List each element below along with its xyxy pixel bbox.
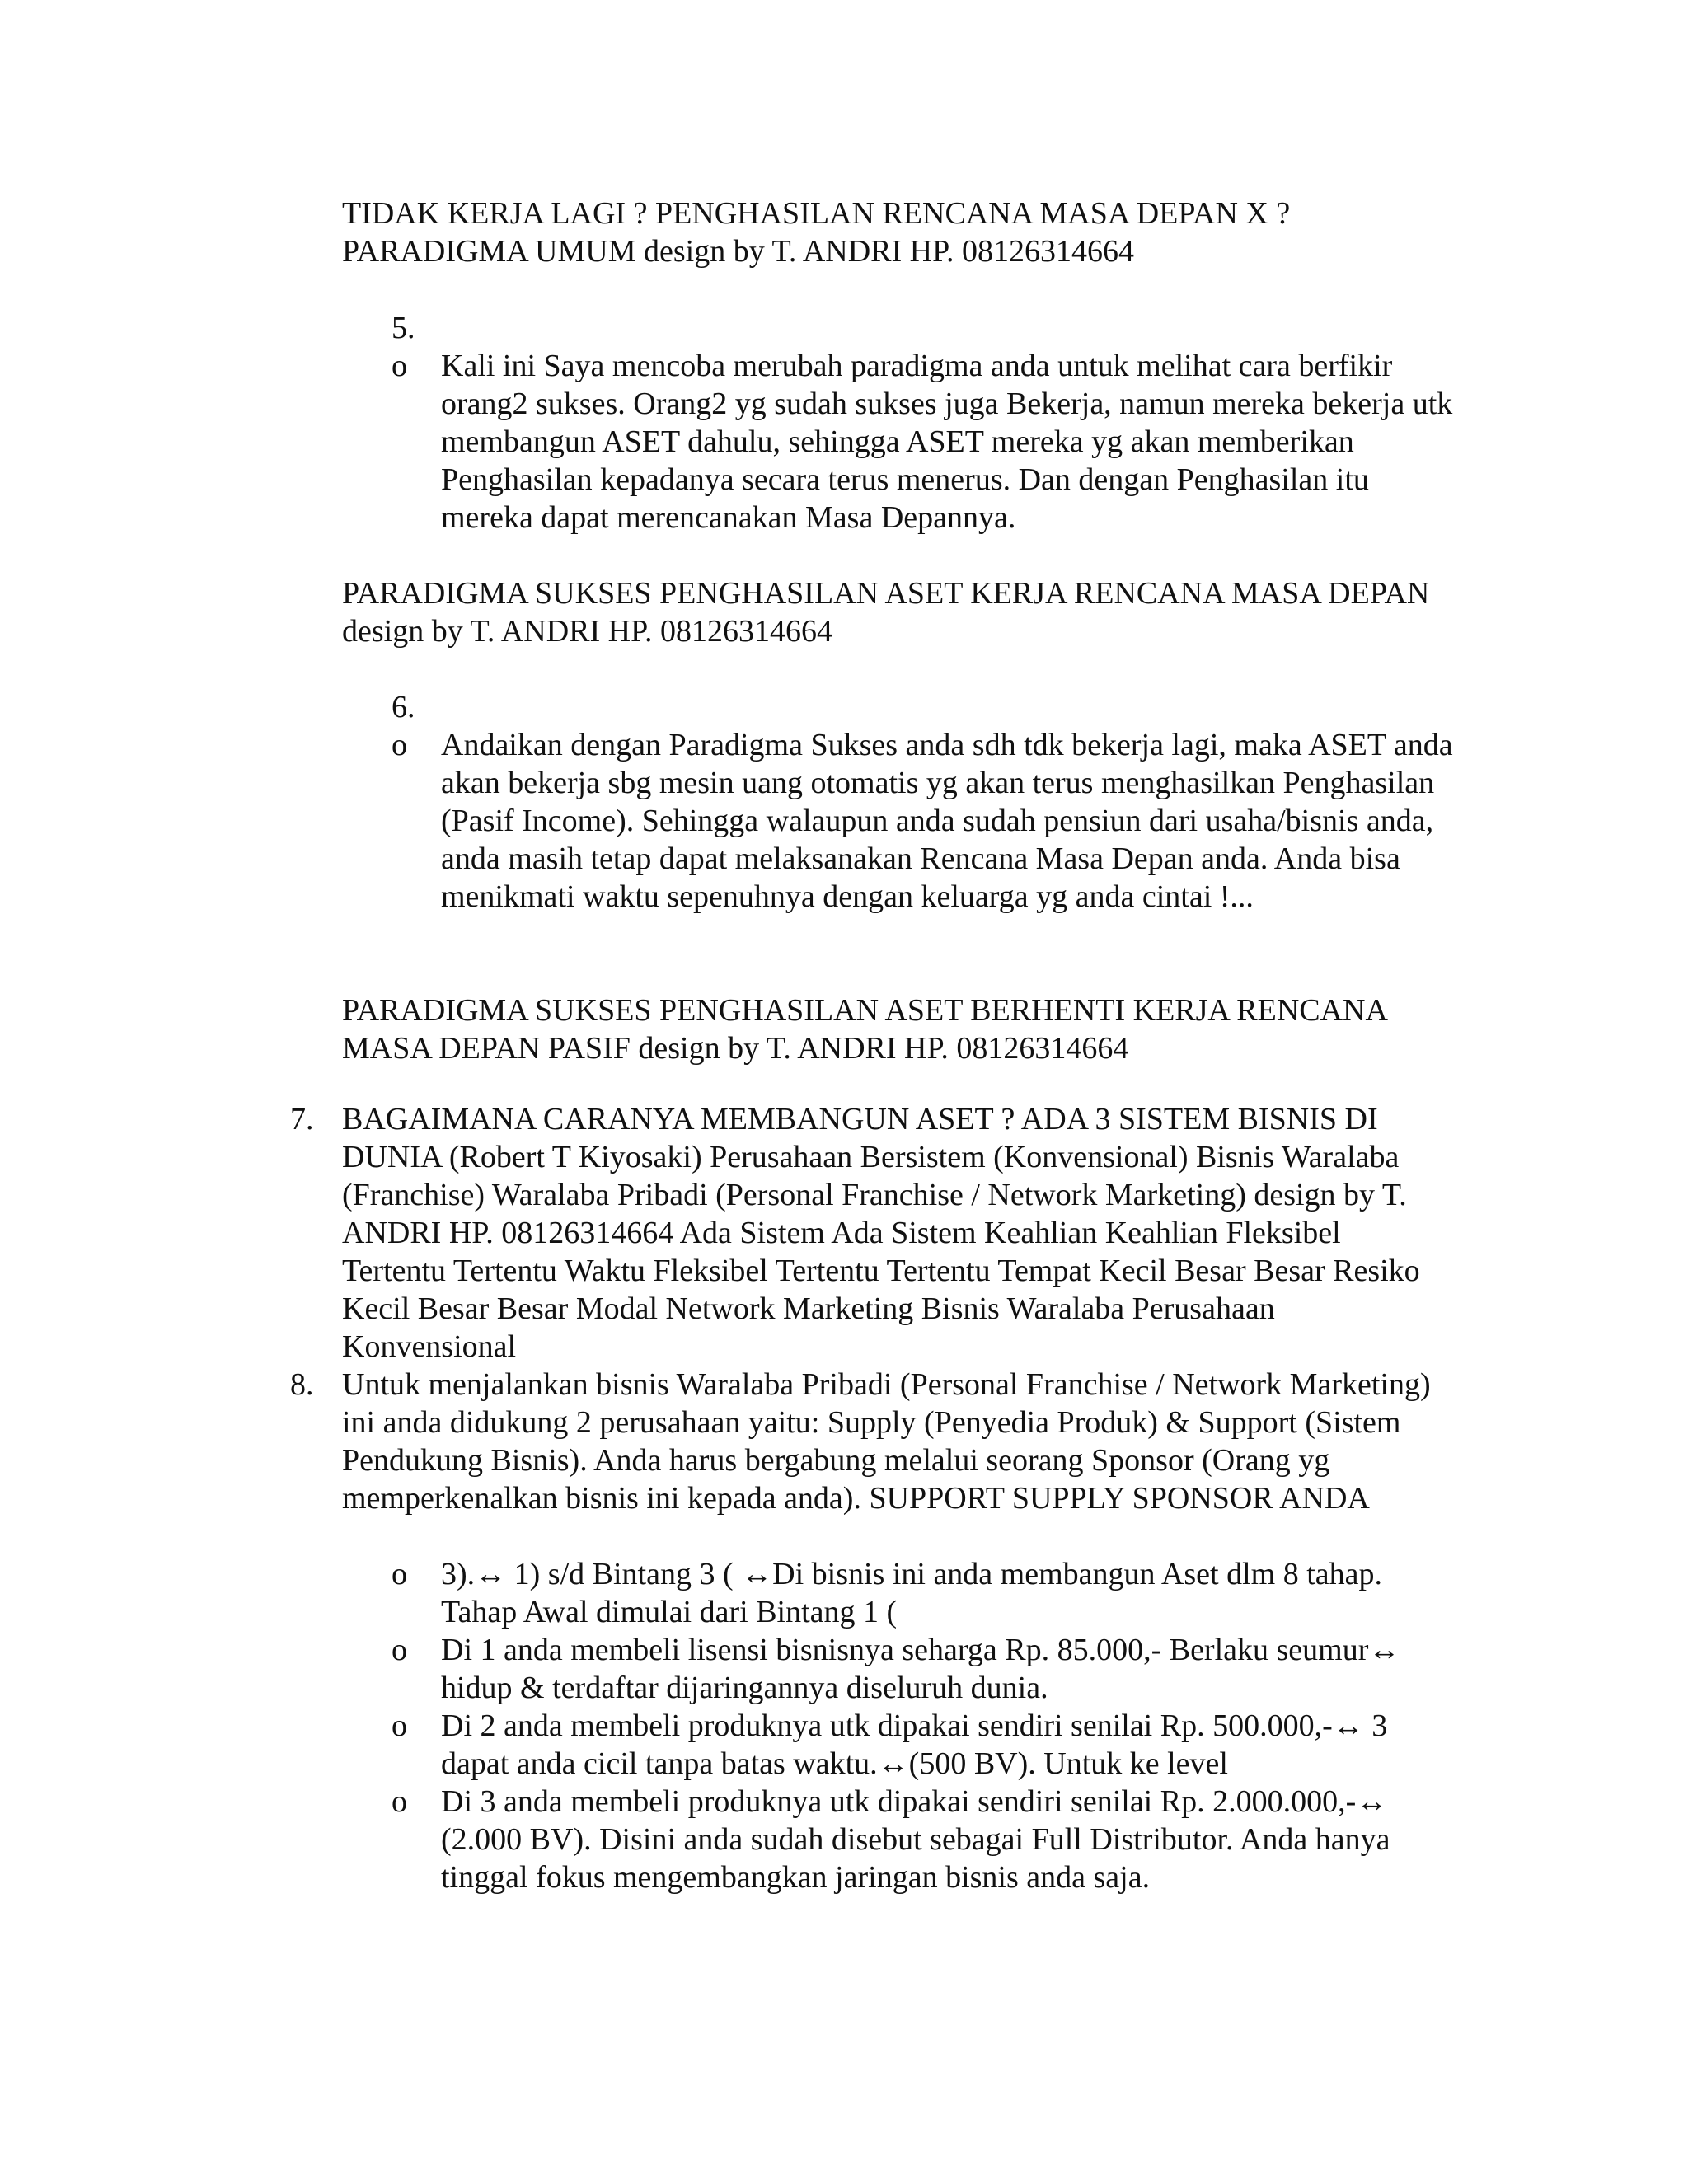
list-number-7: 7. [290,1102,314,1137]
bullet-marker: o [392,349,407,383]
bullet-marker: o [392,728,407,762]
heading-paradigma-sukses-pasif: PARADIGMA SUKSES PENGHASILAN ASET BERHENTI KERJA RENCANA MASA DEPAN PASIF design by T. ANDRI HP. 08126314664 [342,993,1386,1066]
bullet-marker: o [392,1708,407,1743]
sub-list-item: Di 2 anda membeli produknya utk dipakai sendiri senilai Rp. 500.000,-↔ 3 dapat anda cicil tanpa batas waktu.↔(500 BV). Untuk ke level [441,1708,1388,1781]
heading-paradigma-umum: TIDAK KERJA LAGI ? PENGHASILAN RENCANA MASA DEPAN X ? PARADIGMA UMUM design by T. ANDRI HP. 08126314664 [342,196,1291,269]
item6-paragraph: Andaikan dengan Paradigma Sukses anda sdh tdk bekerja lagi, maka ASET anda akan bekerja sbg mesin uang otomatis yg akan terus menghasilkan Penghasilan (Pasif Income). Sehingga walaupun anda sudah pensiun dari usaha/bisnis anda, anda masih tetap dapat melaksanakan Rencana Masa Depan anda. Anda bisa menikmati waktu sepenuhnya dengan keluarga yg anda cintai !... [441,728,1453,914]
list-number-6: 6. [392,690,415,724]
sub-list-item: Di 3 anda membeli produknya utk dipakai sendiri senilai Rp. 2.000.000,-↔ (2.000 BV). Disini anda sudah disebut sebagai Full Distributor. Anda hanya tinggal fokus mengembangkan jaringan bisnis anda saja. [441,1784,1390,1895]
list-number-5: 5. [392,311,415,345]
sub-list-item: 3).↔ 1) s/d Bintang 3 ( ↔Di bisnis ini anda membangun Aset dlm 8 tahap. Tahap Awal dimulai dari Bintang 1 ( [441,1557,1382,1629]
item5-paragraph: Kali ini Saya mencoba merubah paradigma anda untuk melihat cara berfikir orang2 sukses. Orang2 yg sudah sukses juga Bekerja, namun mereka bekerja utk membangun ASET dahulu, sehingga ASET mereka yg akan memberikan Penghasilan kepadanya secara terus menerus. Dan dengan Penghasilan itu mereka dapat merencanakan Masa Depannya. [441,349,1453,535]
heading-paradigma-sukses-kerja: PARADIGMA SUKSES PENGHASILAN ASET KERJA RENCANA MASA DEPAN design by T. ANDRI HP. 08126314664 [342,576,1430,649]
sub-list-item: Di 1 anda membeli lisensi bisnisnya seharga Rp. 85.000,- Berlaku seumur↔ hidup & terdaftar dijaringannya diseluruh dunia. [441,1633,1400,1705]
list-number-8: 8. [290,1367,314,1402]
item7-paragraph: BAGAIMANA CARANYA MEMBANGUN ASET ? ADA 3 SISTEM BISNIS DI DUNIA (Robert T Kiyosaki) Perusahaan Bersistem (Konvensional) Bisnis Waralaba (Franchise) Waralaba Pribadi (Personal Franchise / Network Marketing) design by T. ANDRI HP. 08126314664 Ada Sistem Ada Sistem Keahlian Keahlian Fleksibel Tertentu Tertentu Waktu Fleksibel Tertentu Tertentu Tempat Kecil Besar Besar Resiko Kecil Besar Besar Modal Network Marketing Bisnis Waralaba Perusahaan Konvensional [342,1102,1420,1364]
item8-paragraph: Untuk menjalankan bisnis Waralaba Pribadi (Personal Franchise / Network Marketing) ini anda didukung 2 perusahaan yaitu: Supply (Penyedia Produk) & Support (Sistem Pendukung Bisnis). Anda harus bergabung melalui seorang Sponsor (Orang yg memperkenalkan bisnis ini kepada anda). SUPPORT SUPPLY SPONSOR ANDA [342,1367,1431,1516]
bullet-marker: o [392,1557,407,1591]
bullet-marker: o [392,1784,407,1819]
bullet-marker: o [392,1633,407,1667]
